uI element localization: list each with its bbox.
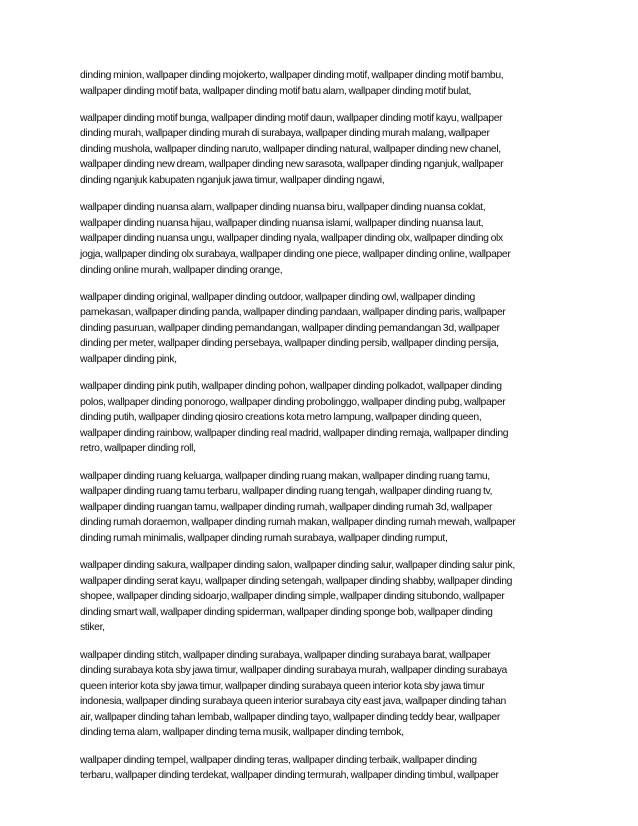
text-line: dinding mushola, wallpaper dinding naruto, wallpaper dinding natural, wallpaper dinding new chanel, <box>80 143 501 155</box>
text-line: wallpaper dinding serat kayu, wallpaper dinding setengah, wallpaper dinding shabby, wallpaper dinding <box>80 575 513 587</box>
paragraph <box>80 200 566 278</box>
text-line: queen interior kota sby jawa timur, wallpaper dinding surabaya queen interior kota sby jawa timur <box>80 680 485 692</box>
text-line: dinding murah, wallpaper dinding murah di surabaya, wallpaper dinding murah malang, wallpaper <box>80 128 490 140</box>
text-line: wallpaper dinding ruang tamu terbaru, wallpaper dinding ruang tengah, wallpaper dinding ruang tv, <box>80 486 493 498</box>
text-line: terbaru, wallpaper dinding terdekat, wallpaper dinding termurah, wallpaper dinding timbul, wallpaper <box>80 770 499 782</box>
text-line: wallpaper dinding pink putih, wallpaper dinding pohon, wallpaper dinding polkadot, wallpaper dinding <box>80 381 502 393</box>
text-line: dinding minion, wallpaper dinding mojokerto, wallpaper dinding motif, wallpaper dinding motif bambu, <box>80 70 504 81</box>
text-line: wallpaper dinding ruangan tamu, wallpaper dinding rumah, wallpaper dinding rumah 3d, wallpaper <box>80 501 493 513</box>
text-line: dinding rumah doraemon, wallpaper dinding rumah makan, wallpaper dinding rumah mewah, wallpaper <box>80 517 516 529</box>
paragraph <box>80 290 566 368</box>
text-line: polos, wallpaper dinding ponorogo, wallpaper dinding probolinggo, wallpaper dinding pubg, wallpaper <box>80 396 506 408</box>
text-line: jogja, wallpaper dinding olx surabaya, wallpaper dinding one piece, wallpaper dinding online, wallpaper <box>80 248 511 260</box>
text-line: wallpaper dinding motif bata, wallpaper dinding motif batu alam, wallpaper dinding motif bulat, <box>80 85 472 97</box>
text-line: dinding per meter, wallpaper dinding persebaya, wallpaper dinding persib, wallpaper dinding persija, <box>80 338 499 350</box>
paragraph <box>80 648 566 742</box>
text-line: wallpaper dinding rainbow, wallpaper dinding real madrid, wallpaper dinding remaja, wallpaper dinding <box>80 427 509 439</box>
document-body <box>80 68 566 795</box>
text-line: wallpaper dinding new dream, wallpaper dinding new sarasota, wallpaper dinding nganjuk, wallpaper <box>80 159 504 171</box>
text-line: air, wallpaper dinding tahan lembab, wallpaper dinding tayo, wallpaper dinding teddy bear, wallpaper <box>80 711 500 723</box>
paragraph <box>80 753 566 784</box>
text-line: wallpaper dinding pink, <box>80 354 177 365</box>
paragraph <box>80 379 566 457</box>
text-line: dinding smart wall, wallpaper dinding spiderman, wallpaper dinding sponge bob, wallpaper dinding <box>80 606 493 618</box>
text-line: dinding nganjuk kabupaten nganjuk jawa timur, wallpaper dinding ngawi, <box>80 175 385 187</box>
text-line: dinding online murah, wallpaper dinding orange, <box>80 264 283 276</box>
text-line: retro, wallpaper dinding roll, <box>80 443 196 455</box>
text-line: wallpaper dinding sakura, wallpaper dinding salon, wallpaper dinding salur, wallpaper dinding salur pink, <box>80 560 515 572</box>
text-line: shopee, wallpaper dinding sidoarjo, wallpaper dinding simple, wallpaper dinding situbondo, wallpaper <box>80 591 505 603</box>
paragraph <box>80 558 566 636</box>
text-line: wallpaper dinding nuansa alam, wallpaper dinding nuansa biru, wallpaper dinding nuansa coklat, <box>80 202 486 214</box>
text-line: dinding putih, wallpaper dinding qiosiro creations kota metro lampung, wallpaper dinding queen, <box>80 412 482 424</box>
text-line: wallpaper dinding nuansa ungu, wallpaper dinding nyala, wallpaper dinding olx, wallpaper dinding olx <box>80 233 503 245</box>
text-line: dinding pasuruan, wallpaper dinding pemandangan, wallpaper dinding pemandangan 3d, wallpaper <box>80 322 500 334</box>
paragraph <box>80 111 566 189</box>
text-line: pamekasan, wallpaper dinding panda, wallpaper dinding pandaan, wallpaper dinding paris, wallpaper <box>80 307 506 319</box>
text-line: stiker, <box>80 622 105 634</box>
text-line: dinding tema alam, wallpaper dinding tema musik, wallpaper dinding tembok, <box>80 727 404 739</box>
text-line: wallpaper dinding tempel, wallpaper dinding teras, wallpaper dinding terbaik, wallpaper dinding <box>80 754 477 766</box>
paragraph <box>80 469 566 547</box>
text-line: dinding surabaya kota sby jawa timur, wallpaper dinding surabaya murah, wallpaper dinding surabaya <box>80 665 507 677</box>
text-line: dinding rumah minimalis, wallpaper dinding rumah surabaya, wallpaper dinding rumput, <box>80 532 448 544</box>
text-line: wallpaper dinding ruang keluarga, wallpaper dinding ruang makan, wallpaper dinding ruang tamu, <box>80 470 490 482</box>
paragraph <box>80 68 566 99</box>
text-line: wallpaper dinding motif bunga, wallpaper dinding motif daun, wallpaper dinding motif kayu, wallpaper <box>80 112 503 124</box>
text-line: wallpaper dinding nuansa hijau, wallpaper dinding nuansa islami, wallpaper dinding nuansa laut, <box>80 217 484 229</box>
text-line: wallpaper dinding original, wallpaper dinding outdoor, wallpaper dinding owl, wallpaper dinding <box>80 291 475 303</box>
text-line: indonesia, wallpaper dinding surabaya queen interior surabaya city east java, wallpaper dinding tahan <box>80 696 506 708</box>
text-line: wallpaper dinding stitch, wallpaper dinding surabaya, wallpaper dinding surabaya barat, wallpaper <box>80 649 491 661</box>
